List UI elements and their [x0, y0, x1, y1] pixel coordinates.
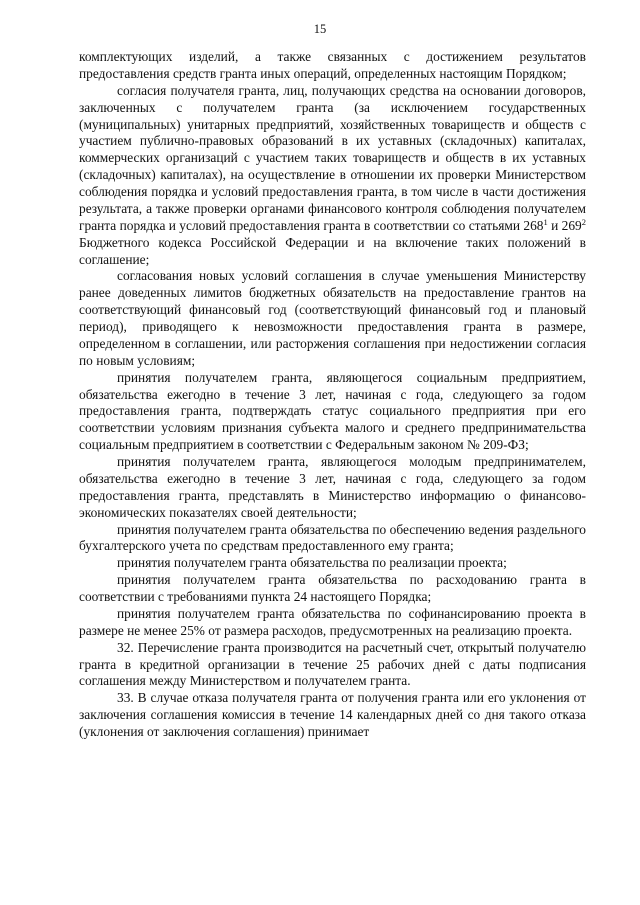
document-body: [79, 49, 586, 741]
paragraph: принятия получателем гранта, являющегося молодым предпринимателем, обязательства ежегодно в течение 3 лет, начиная с года, следующего за годом предоставления гранта, представлять в Министерство информацию о финансово-экономических показателях своей деятельности;: [79, 454, 586, 520]
paragraph: комплектующих изделий, а также связанных с достижением результатов предоставления средств гранта иных операций, определенных настоящим Порядком;: [79, 49, 586, 81]
superscript: 2: [581, 216, 586, 227]
superscript: 1: [543, 216, 548, 227]
paragraph-text: и 269: [547, 217, 582, 233]
paragraph: принятия получателем гранта обязательства по обеспечению ведения раздельного бухгалтерского учета по средствам предоставленного ему гранта;: [79, 521, 586, 554]
paragraph: принятия получателем гранта, являющегося социальным предприятием, обязательства ежегодно в течение 3 лет, начиная с года, следующего за годом предоставления гранта, подтверждать статус социального предприятия при его соответствии условиям признания субъекта малого и среднего предпринимательства социальным предприятием в соответствии с Федеральным законом № 209-ФЗ;: [79, 369, 586, 453]
paragraph-item-33: 33. В случае отказа получателя гранта от получения гранта или его уклонения от заключения соглашения комиссия в течение 14 календарных дней со дня такого отказа (уклонения от заключения соглашения) принимает: [79, 690, 586, 739]
paragraph: принятия получателем гранта обязательства по софинансированию проекта в размере не менее 25% от размера расходов, предусмотренных на реализацию проекта.: [79, 605, 586, 638]
paragraph-text: Бюджетного кодекса Российской Федерации и на включение таких положений в соглашение;: [79, 234, 586, 267]
paragraph-item-32: 32. Перечисление гранта производится на расчетный счет, открытый получателю гранта в кредитной организации в течение 25 рабочих дней с даты подписания соглашения между Министерством и получателем гранта.: [79, 639, 586, 689]
paragraph: принятия получателем гранта обязательства по расходованию гранта в соответствии с требованиями пункта 24 настоящего Порядка;: [79, 572, 586, 604]
paragraph: согласования новых условий соглашения в случае уменьшения Министерству ранее доведенных лимитов бюджетных обязательств на предоставление грантов на соответствующий финансовый год (соответствующий финансовый год и плановый период), приводящего к невозможности предоставления гранта в размере, определенном в соглашении, или расторжения соглашения при недостижении согласия по новым условиям;: [79, 268, 586, 368]
page-number: 15: [313, 22, 327, 36]
paragraph-text: согласия получателя гранта, лиц, получающих средства на основании договоров, заключенных с получателем гранта (за исключением государственных (муниципальных) унитарных предприятий, хозяйственных товариществ и обществ с участием публично-правовых образований в их уставных (складочных) капиталах, коммерческих организаций с участием таких товариществ и обществ в их уставных (складочных) капиталах), на осуществление в отношении их проверки Министерством соблюдения порядка и условий предоставления гранта, в том числе в части достижения результата, а также проверки органами финансового контроля соблюдения получателем гранта порядка и условий предоставления гранта в соответствии со статьями 268: [79, 82, 586, 233]
paragraph: [79, 83, 586, 269]
paragraph: принятия получателем гранта обязательства по реализации проекта;: [117, 555, 507, 571]
